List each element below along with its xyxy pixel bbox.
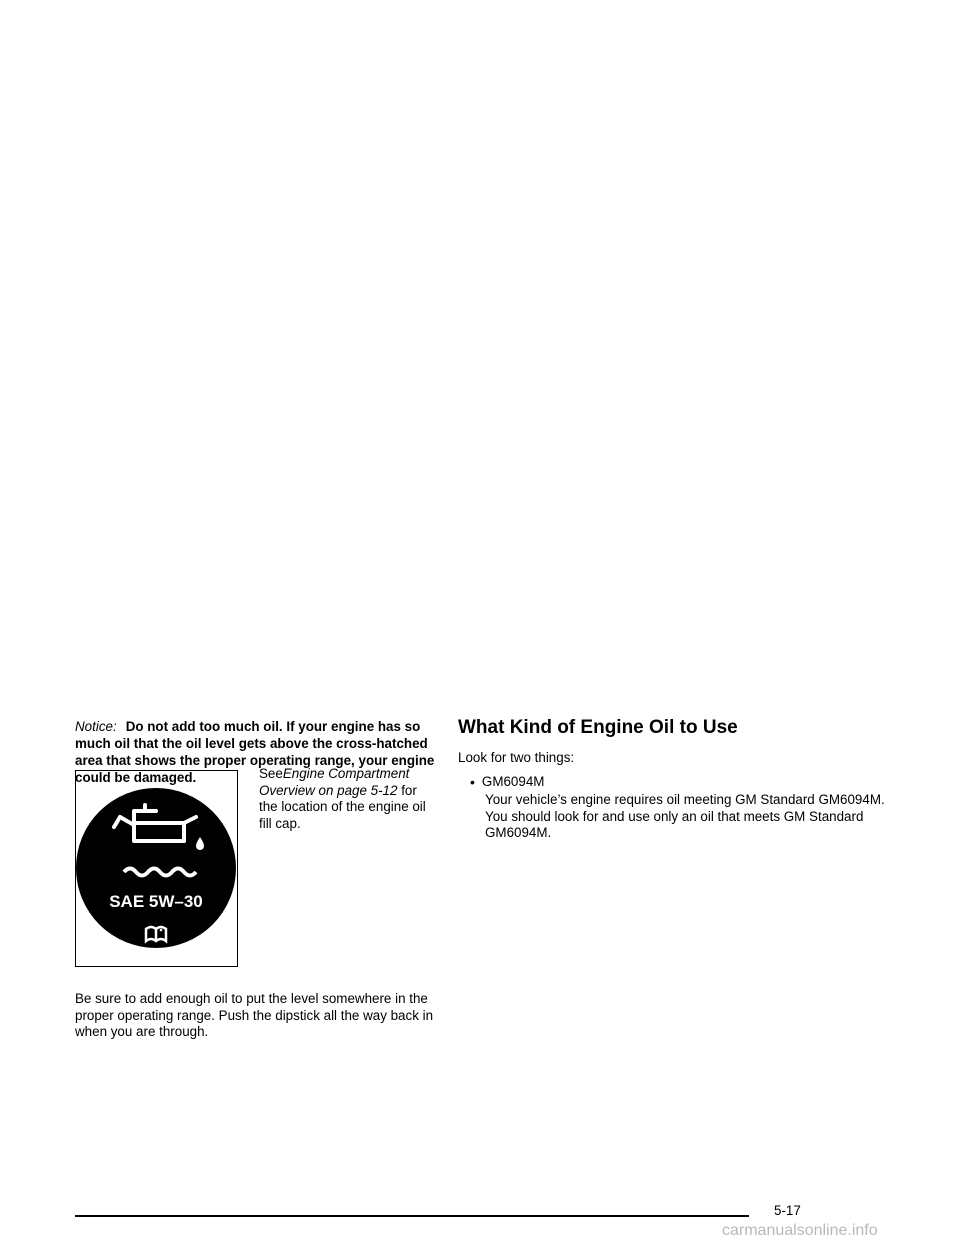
list-item <box>470 774 544 791</box>
see-reference <box>259 766 439 832</box>
section-intro: Look for two things: <box>458 750 575 765</box>
oil-fill-cap-figure <box>75 770 238 967</box>
compartment-overview-link[interactable]: Engine Compartment Overview on page 5-12 <box>259 766 410 798</box>
see-suffix: for the location of the engine oil fill cap. <box>259 782 426 831</box>
oil-fill-cap-icon <box>76 771 236 965</box>
see-prefix: See <box>259 766 283 781</box>
page-number: 5-17 <box>774 1203 801 1218</box>
section-heading: What Kind of Engine Oil to Use <box>458 717 738 738</box>
watermark: carmanualsonline.info <box>722 1222 878 1239</box>
list-item-title: GM6094M <box>481 774 545 789</box>
notice-text: Do not add too much oil. If your engine has so much oil that the oil level gets above the cross-hatched area that shows the proper operating range, your engine could be damaged. <box>75 719 435 785</box>
list-item-description: Your vehicle’s engine requires oil meeting GM Standard GM6094M. You should look for and use only an oil that meets GM Standard GM6094M. <box>485 792 885 840</box>
notice-label: Notice: <box>75 719 117 734</box>
add-oil-paragraph: Be sure to add enough oil to put the level somewhere in the proper operating range. Push the dipstick all the way back in when you are through. <box>75 991 434 1039</box>
footer-divider <box>75 1215 749 1217</box>
bullet-icon: • <box>470 774 475 790</box>
cap-label: SAE 5W–30 <box>109 892 203 911</box>
